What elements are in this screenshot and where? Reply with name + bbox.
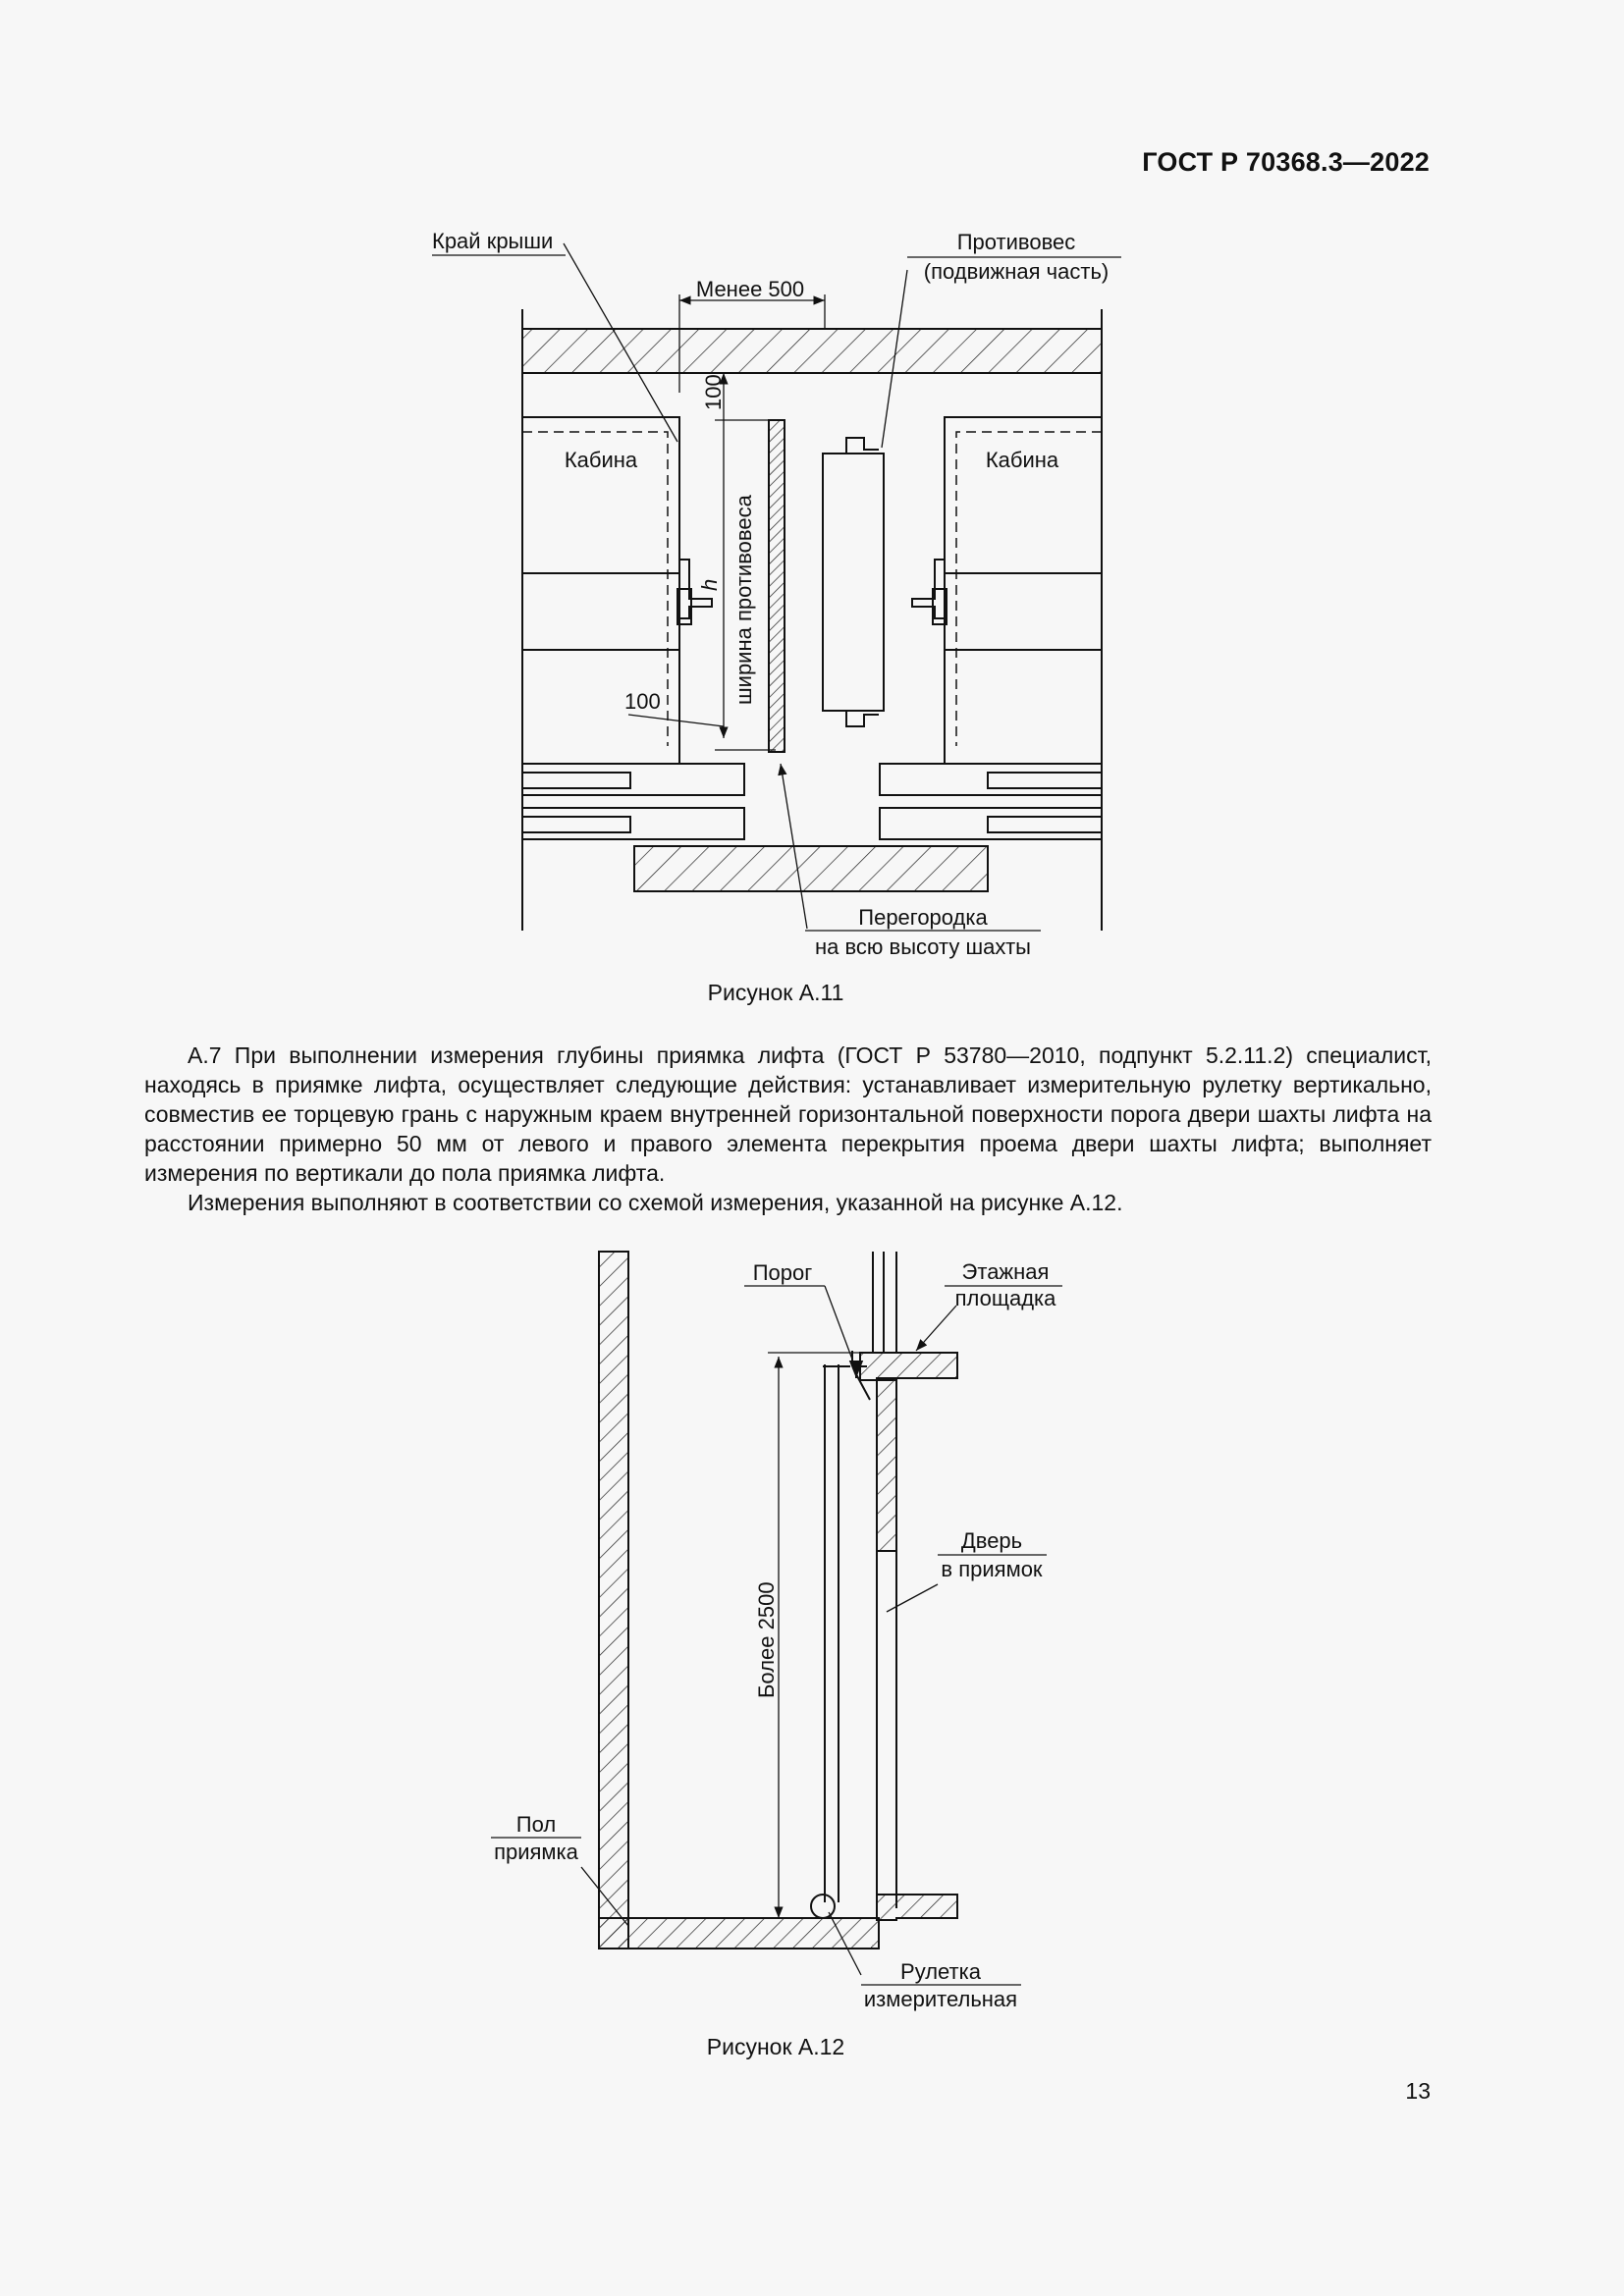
label-less-500: Менее 500 [695,277,805,301]
label-door-2: в приямок [941,1557,1043,1581]
paragraph-measurements: Измерения выполняют в соответствии со схемой измерения, указанной на рисунке А.12. [188,1190,1123,1215]
figure-a12-caption: Рисунок А.12 [706,2034,845,2059]
label-threshold: Порог [752,1260,813,1285]
counterweight [823,454,884,711]
label-door-1: Дверь [960,1528,1023,1553]
pit-floor [599,1918,879,1949]
figure-a11-caption: Рисунок А.11 [707,980,844,1005]
label-roof-edge: Край крыши [432,229,554,253]
label-floor-1: Пол [515,1812,557,1837]
label-counterweight-2: (подвижная часть) [923,259,1110,284]
figure-a12-drawing [0,1237,1624,2042]
label-partition-1: Перегородка [858,905,988,930]
page-number: 13 [1405,2078,1431,2104]
label-tape-2: измерительная [863,1987,1018,2011]
label-tape-1: Рулетка [900,1959,981,1984]
label-landing-2: площадка [954,1286,1056,1310]
label-counterweight-1: Противовес [956,230,1076,254]
pit-wall [599,1252,628,1949]
body-text [144,1041,1432,1217]
cabin-right-beam [945,573,1102,650]
label-cw-width: ширина противовеса [731,495,756,705]
label-floor-2: приямка [494,1840,578,1864]
partition-slab [634,846,988,891]
figure-a11-drawing [0,0,1624,982]
label-h: h [697,578,722,591]
label-100-top: 100 [701,374,726,410]
tape-reel [811,1895,835,1918]
label-partition-2: на всю высоту шахты [814,934,1032,959]
label-100-bottom: 100 [624,689,661,714]
label-more-2500: Более 2500 [754,1581,779,1698]
cabin-left-beam [522,573,679,650]
partition-board [769,420,785,752]
label-landing-1: Этажная [961,1259,1050,1284]
label-cabin-right: Кабина [985,448,1059,472]
roof-slab [522,329,1102,373]
landing-slab [860,1353,957,1380]
paragraph-a7: А.7 При выполнении измерения глубины приямка лифта (ГОСТ Р 53780—2010, подпункт 5.2.11.2) специалист, находясь в приямке лифта, осуществляет следующие действия: устанавливает измерительную рулетку вертикально, совместив ее торцевую грань с наружным краем внутренней горизонтальной поверхности порога двери шахты лифта на расстоянии примерно 50 мм от левого и правого элемента перекрытия проема двери шахты лифта; выполняет измерения по вертикали до пола приямка лифта. [144,1042,1432,1186]
label-cabin-left: Кабина [564,448,638,472]
standard-header: ГОСТ Р 70368.3—2022 [1142,147,1430,177]
